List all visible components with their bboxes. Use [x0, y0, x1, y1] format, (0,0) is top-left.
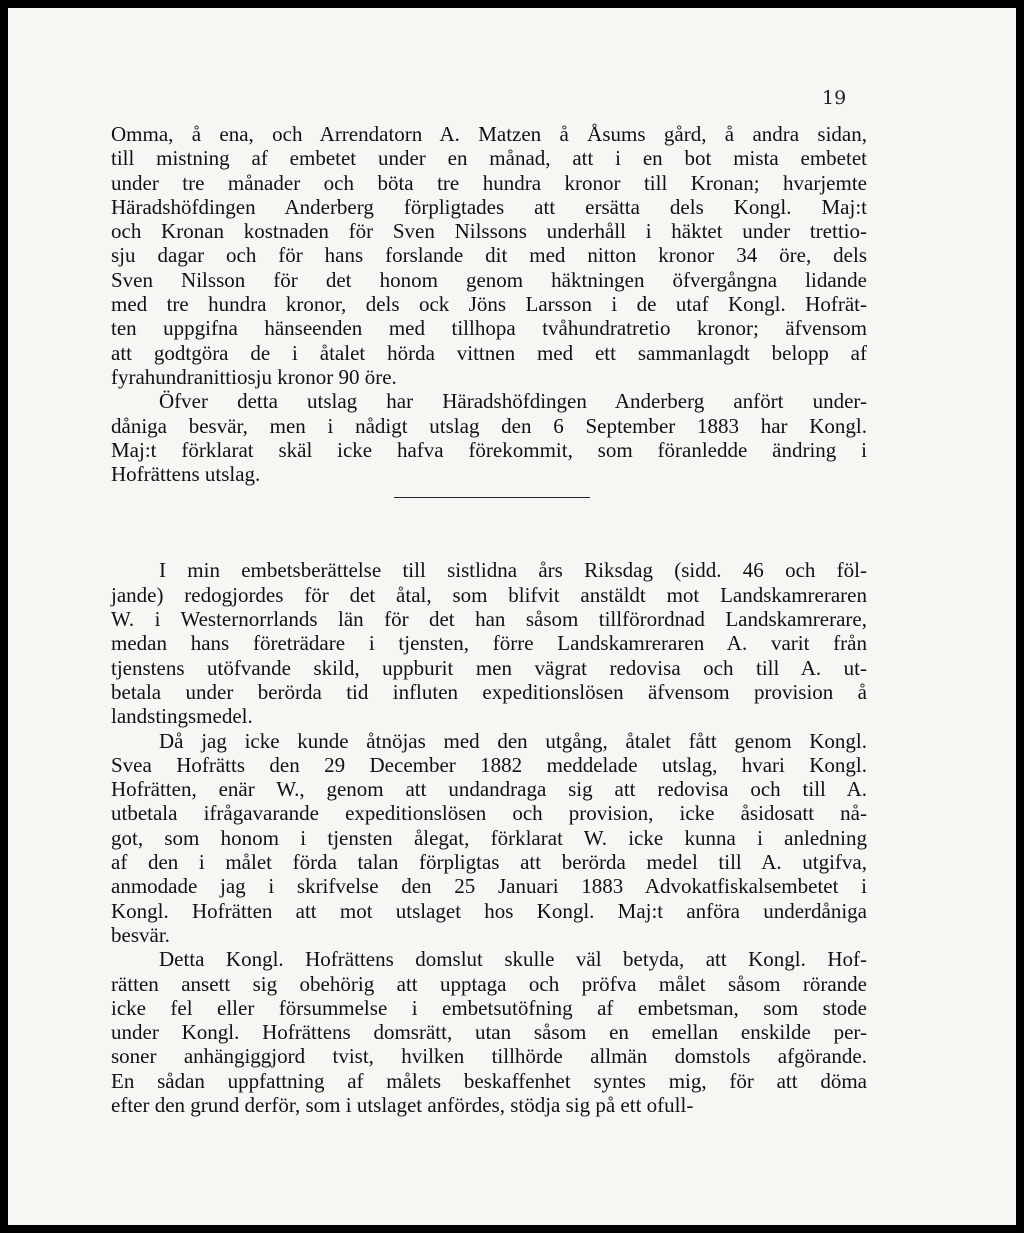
text-line: Hofrätten, enär W., genom att undandraga sig att redovisa och till A.: [111, 777, 867, 802]
text-line: fyrahundranittiosju kronor 90 öre.: [111, 364, 397, 389]
text-line: under tre månader och böta tre hundra kronor till Kronan; hvarjemte: [111, 170, 867, 195]
text-line: Svea Hofrätts den 29 December 1882 meddelade utslag, hvari Kongl.: [111, 752, 867, 777]
paragraph-analysis: [111, 947, 867, 1117]
text-line: Då jag icke kunde åtnöjas med den utgång, åtalet fått genom Kongl.: [159, 728, 867, 753]
text-line: dåniga besvär, men i nådigt utslag den 6 September 1883 har Kongl.: [111, 413, 867, 438]
text-line: med tre hundra kronor, dels ock Jöns Larsson i de utaf Kongl. Hofrät-: [111, 292, 867, 317]
text-line: betala under berörda tid influten expeditionslösen äfvensom provision å: [111, 679, 867, 704]
text-line: af den i målet förda talan förpligtas att berörda medel till A. utgifva,: [111, 850, 867, 875]
paragraph-appeal: [111, 389, 867, 486]
text-line: icke fel eller försummelse i embetsutöfning af embetsman, som stode: [111, 995, 867, 1020]
text-line: En sådan uppfattning af målets beskaffenhet syntes mig, för att döma: [111, 1068, 867, 1093]
text-line: ten uppgifna hänseenden med tillhopa tvåhundratretio kronor; äfvensom: [111, 316, 867, 341]
text-line: sju dagar och för hans forslande dit med nitton kronor 34 öre, dels: [111, 243, 867, 268]
text-line: att godtgöra de i åtalet hörda vittnen med ett sammanlagdt belopp af: [111, 340, 867, 365]
text-line: tjenstens utöfvande skild, uppburit men vägrat redovisa och till A. ut-: [111, 655, 867, 680]
text-line: Kongl. Hofrätten att mot utslaget hos Kongl. Maj:t anföra underdåniga: [111, 898, 867, 923]
text-line: till mistning af embetet under en månad, att i en bot mista embetet: [111, 146, 867, 171]
section-divider: [394, 497, 590, 498]
text-line: got, som honom i tjensten ålegat, förklarat W. icke kunna i anledning: [111, 825, 867, 850]
text-line: medan hans företrädare i tjensten, förre Landskamreraren A. varit från: [111, 631, 867, 656]
text-line: under Kongl. Hofrättens domsrätt, utan såsom en emellan enskilde per-: [111, 1020, 867, 1045]
text-line: och Kronan kostnaden för Sven Nilssons underhåll i häktet under trettio-: [111, 219, 867, 244]
text-line: Öfver detta utslag har Häradshöfdingen Anderberg anfört under-: [159, 389, 867, 414]
text-line: Sven Nilsson för det honom genom häktningen öfvergångna lidande: [111, 267, 867, 292]
text-line: rätten ansett sig obehörig att upptaga och pröfva målet såsom rörande: [111, 971, 867, 996]
body-text: [111, 122, 867, 1117]
text-line: Omma, å ena, och Arrendatorn A. Matzen å Åsums gård, å andra sidan,: [111, 122, 867, 146]
text-line: Maj:t förklarat skäl icke hafva förekommit, som föranledde ändring i: [111, 437, 867, 462]
document-page: [8, 8, 1016, 1225]
paragraph-report: [111, 558, 867, 728]
text-line: besvär.: [111, 922, 170, 947]
paragraph-request: [111, 729, 867, 948]
text-line: efter den grund derför, som i utslaget anfördes, stödja sig på ett ofull-: [111, 1092, 694, 1117]
text-line: utbetala ifrågavarande expeditionslösen och provision, icke åsidosatt nå-: [111, 801, 867, 826]
text-line: landstingsmedel.: [111, 704, 253, 729]
text-line: W. i Westernorrlands län för det han såsom tillförordnad Landskamrerare,: [111, 607, 867, 632]
text-line: Hofrättens utslag.: [111, 462, 261, 487]
text-line: soner anhängiggjord tvist, hvilken tillhörde allmän domstols afgörande.: [111, 1044, 867, 1069]
text-line: Detta Kongl. Hofrättens domslut skulle väl betyda, att Kongl. Hof-: [159, 947, 867, 972]
text-line: anmodade jag i skrifvelse den 25 Januari 1883 Advokatfiskalsembetet i: [111, 874, 867, 899]
paragraph-verdict: [111, 122, 867, 389]
text-line: I min embetsberättelse till sistlidna års Riksdag (sidd. 46 och föl-: [159, 558, 867, 583]
text-line: jande) redogjordes för det åtal, som blifvit anstäldt mot Landskamreraren: [111, 582, 867, 607]
text-line: Häradshöfdingen Anderberg förpligtades att ersätta dels Kongl. Maj:t: [111, 194, 867, 219]
page-number: 19: [822, 87, 847, 109]
